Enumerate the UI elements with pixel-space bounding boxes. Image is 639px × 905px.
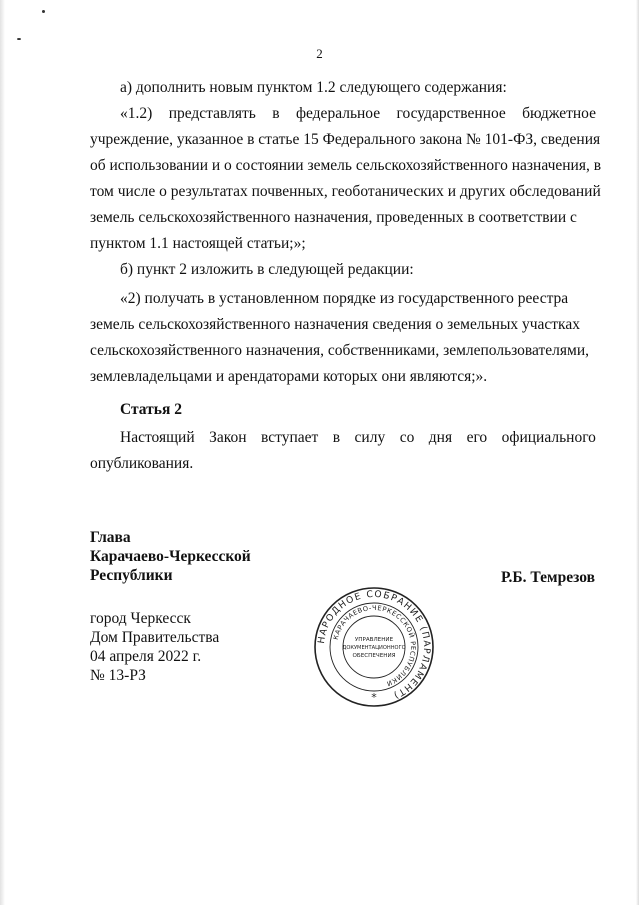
seal-center-line: ОБЕСПЕЧЕНИЯ — [352, 653, 396, 659]
official-seal — [312, 585, 436, 709]
paragraph-line: том числе о результатах почвенных, геоботанических и других обследований — [90, 183, 601, 200]
article-2-first-line — [120, 428, 596, 448]
paragraph-line: пунктом 1.1 настоящей статьи;»; — [90, 235, 306, 252]
word: «1.2) — [120, 105, 153, 122]
word: со — [399, 429, 415, 446]
word: в — [332, 429, 341, 446]
seal-center-line: УПРАВЛЕНИЕ — [354, 637, 394, 643]
word: вступает — [261, 429, 319, 446]
signatory-name: Р.Б. Темрезов — [501, 569, 595, 586]
word: Закон — [209, 429, 247, 446]
scan-edge-left — [0, 0, 5, 905]
word: представлять — [168, 105, 256, 122]
place-line: Дом Правительства — [90, 629, 220, 646]
law-number: № 13-РЗ — [90, 667, 146, 684]
paragraph-b: б) пункт 2 изложить в следующей редакции: — [120, 261, 414, 278]
place-line: город Черкесск — [90, 610, 191, 627]
paragraph-line: земель сельскохозяйственного назначения, проведенных в соответствии с — [90, 209, 577, 226]
word: государственное — [396, 105, 506, 122]
article-2-heading: Статья 2 — [120, 401, 182, 418]
paragraph-1-2-first-line — [120, 104, 596, 124]
seal-center-line: ДОКУМЕНТАЦИОННОГО — [342, 645, 406, 651]
word: его — [466, 429, 488, 446]
paragraph-line: об использовании и о состоянии земель сельскохозяйственного назначения, в — [90, 157, 602, 174]
paragraph-line: сельскохозяйственного назначения, собственниками, землепользователями, — [90, 342, 590, 359]
signatory-title-line: Глава — [90, 529, 131, 546]
paragraph-line: учреждение, указанное в статье 15 Федерального закона № 101-ФЗ, сведения — [90, 131, 601, 148]
paragraph-line: земель сельскохозяйственного назначения сведения о земельных участках — [90, 316, 580, 333]
seal-outer-text: НАРОДНОЕ СОБРАНИЕ (ПАРЛАМЕНТ) — [316, 588, 433, 701]
word: федеральное — [295, 105, 381, 122]
scan-speck — [42, 10, 45, 13]
scan-speck — [17, 38, 21, 40]
signatory-title-line: Республики — [90, 567, 173, 584]
page-number: 2 — [316, 46, 323, 61]
word: дня — [428, 429, 453, 446]
paragraph-line: опубликования. — [90, 455, 194, 472]
word: в — [272, 105, 280, 122]
paragraph-line: «2) получать в установленном порядке из государственного реестра — [120, 290, 569, 307]
word: Настоящий — [120, 429, 195, 446]
paragraph-a: а) дополнить новым пунктом 1.2 следующего содержания: — [120, 79, 507, 96]
word: бюджетное — [522, 105, 596, 122]
seal-inner-text: КАРАЧАЕВО-ЧЕРКЕССКОЙ РЕСПУБЛИКИ — [331, 603, 418, 688]
signatory-title-line: Карачаево-Черкесской — [90, 548, 251, 565]
seal-star-icon: * — [371, 691, 377, 704]
word: силу — [354, 429, 386, 446]
date-line: 04 апреля 2022 г. — [90, 648, 202, 665]
paragraph-line: землевладельцами и арендаторами которых они являются;». — [90, 368, 488, 385]
word: официального — [501, 429, 596, 446]
